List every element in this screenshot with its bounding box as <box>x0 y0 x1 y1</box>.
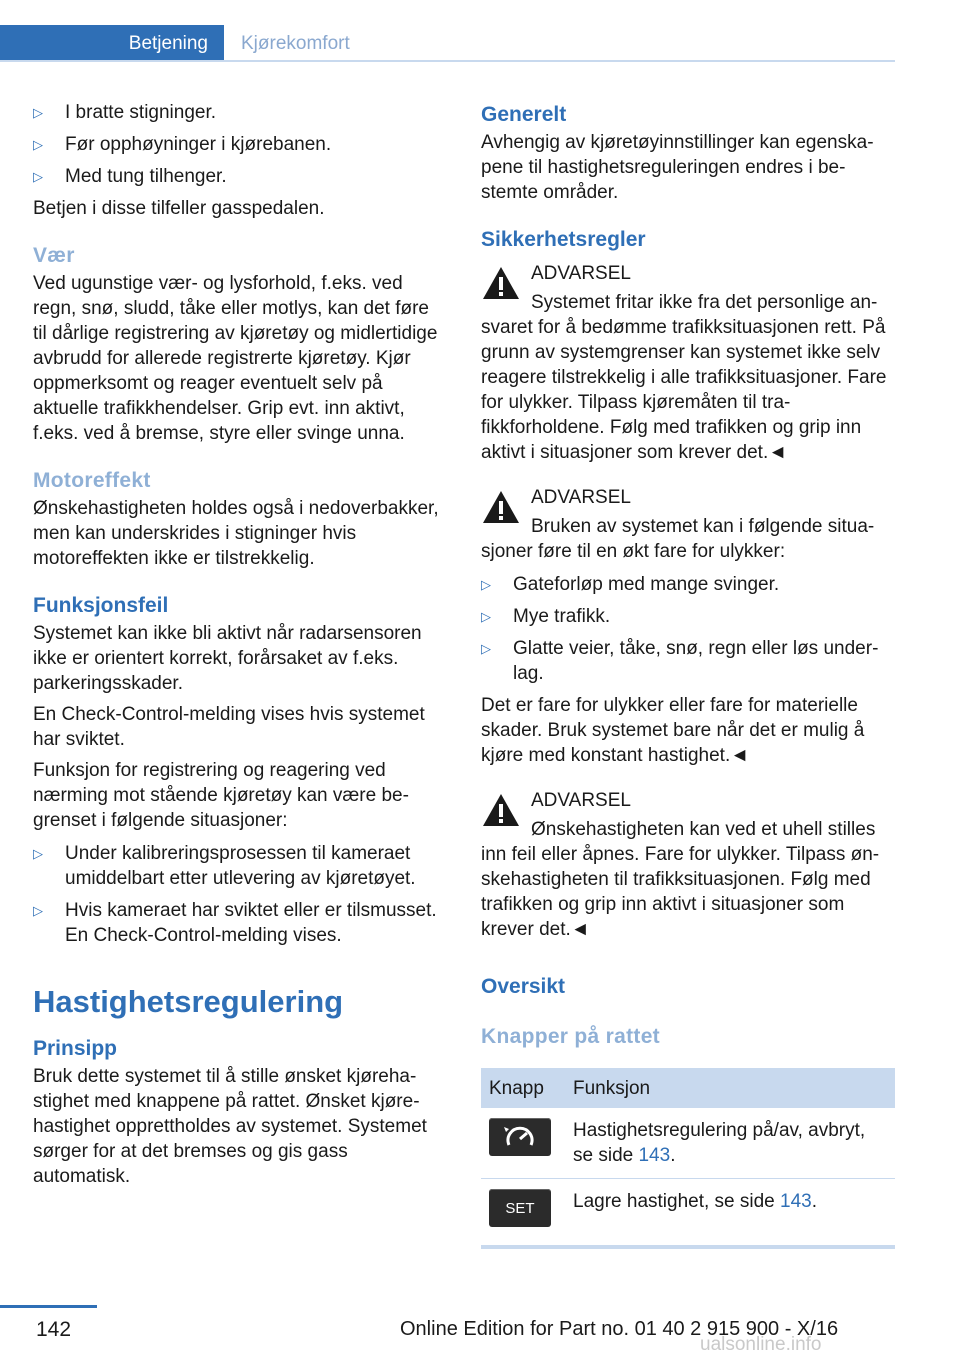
warning-text-3: Ønskehastigheten kan ved et uhell stilles inn feil eller åpnes. Fare for ulykker. Tilpass ønskehastigheten til trafikksituasjonen. Følg med trafikken og grip inn aktivt i situasjoner som krever det.◄ <box>481 819 880 940</box>
page-reference-link[interactable]: 143 <box>780 1191 812 1212</box>
list-item: ▷ Under kalibreringsprosessen til kameraet umiddelbart etter utlevering av kjøretøyet. <box>33 843 416 889</box>
warning-triangle-icon <box>481 265 521 301</box>
section-title: Hastighetsregulering <box>33 984 344 1019</box>
warning-title: ADVARSEL <box>531 487 631 508</box>
tab-betjening[interactable]: Betjening <box>0 25 224 62</box>
column-header-knapp: Knapp <box>481 1068 565 1108</box>
page-header <box>0 0 960 62</box>
speedometer-icon <box>500 1123 540 1151</box>
funksjonsfeil-text-3: Funksjon for registrering og reagering ved nærming mot stående kjøretøy kan være begrenset i følgende situasjoner: <box>33 760 409 831</box>
sikkerhetsregler-heading: Sikkerhetsregler <box>481 228 646 251</box>
right-column <box>481 100 895 1249</box>
triangle-bullet-icon: ▷ <box>33 169 43 184</box>
watermark: ualsonline.info <box>700 1334 822 1355</box>
warning-2-after-text: Det er fare for ulykker eller fare for materielle skader. Bruk systemet bare når det er mulig å kjøre med konstant hastighet.◄ <box>481 695 865 766</box>
warning-block-2 <box>481 485 895 510</box>
prinsipp-text: Bruk dette systemet til å stille ønsket kjørehastighet med knappene på rattet. Ønsket kjørehastighet opprettholdes av systemet. Systemet sørger for at det bremses og gis gass automatisk. <box>33 1066 427 1187</box>
page-number: 142 <box>36 1318 72 1341</box>
triangle-bullet-icon: ▷ <box>481 609 491 624</box>
warning-text-1: Systemet fritar ikke fra det personlige ansvaret for å bedømme trafikksituasjonen rett. På grunn av systemgrenser kan systemet ikke selv reagere tilstrekkelig i alle trafikksituasjoner. Fare for ulykker. Tilpass kjøremåten til trafikkforholdene. Følg med trafikken og grip inn aktivt i situasjoner som krever det.◄ <box>481 292 887 463</box>
generelt-heading: Generelt <box>481 103 567 126</box>
edition-text: Online Edition for Part no. 01 40 2 915 900 - X/16 <box>400 1318 839 1340</box>
table-header-row <box>481 1068 895 1108</box>
generelt-text: Avhengig av kjøretøyinnstillinger kan egenskapene til hastighetsreguleringen endres i bestemte områder. <box>481 132 874 203</box>
table-row: SET Lagre hastighet, se side 143. <box>481 1179 895 1238</box>
warning-2-bullet-list <box>481 572 895 686</box>
prinsipp-heading: Prinsipp <box>33 1037 118 1060</box>
knapper-heading: Knapper på rattet <box>481 1025 660 1048</box>
buttons-table <box>481 1068 895 1237</box>
funksjonsfeil-heading: Funksjonsfeil <box>33 594 169 617</box>
motoreffekt-text: Ønskehastigheten holdes også i nedoverbakker, men kan underskrides i stigninger hvis motoreffekten ikke er tilstrekkelig. <box>33 498 439 569</box>
list-item: ▷ Hvis kameraet har sviktet eller er tilsmusset. En Check-Control-melding vises. <box>33 900 437 946</box>
triangle-bullet-icon: ▷ <box>33 846 43 861</box>
page-reference-link[interactable]: 143 <box>638 1145 671 1166</box>
table-row: Hastighetsregulering på/av, avbryt, se side 143. <box>481 1108 895 1179</box>
triangle-bullet-icon: ▷ <box>481 577 491 592</box>
table-bottom-rule <box>481 1245 895 1249</box>
triangle-bullet-icon: ▷ <box>33 137 43 152</box>
warning-triangle-icon <box>481 792 521 828</box>
triangle-bullet-icon: ▷ <box>33 105 43 120</box>
vaer-heading: Vær <box>33 244 75 267</box>
list-item: ▷ I bratte stigninger. <box>33 102 217 123</box>
set-button-image: SET <box>489 1189 551 1227</box>
list-item: ▷ Gateforløp med mange svinger. <box>481 574 780 595</box>
intro-text: Betjen i disse tilfeller gasspedalen. <box>33 198 325 219</box>
oversikt-heading: Oversikt <box>481 975 566 998</box>
funksjonsfeil-bullet-list <box>33 841 441 948</box>
list-item: ▷ Mye trafikk. <box>481 606 611 627</box>
warning-block-1 <box>481 261 895 286</box>
warning-title: ADVARSEL <box>531 263 631 284</box>
left-column <box>33 100 441 1195</box>
header-divider <box>0 60 895 62</box>
triangle-bullet-icon: ▷ <box>481 641 491 656</box>
triangle-bullet-icon: ▷ <box>33 903 43 918</box>
funksjonsfeil-text-1: Systemet kan ikke bli aktivt når radarsensoren ikke er orientert korrekt, forårsaket av f.eks. parkeringsskader. <box>33 623 422 694</box>
warning-triangle-icon <box>481 489 521 525</box>
list-item: ▷ Med tung tilhenger. <box>33 166 227 187</box>
warning-text-2: Bruken av systemet kan i følgende situasjoner føre til en økt fare for ulykker: <box>481 516 875 562</box>
list-item: ▷ Glatte veier, tåke, snø, regn eller løs underlag. <box>481 638 879 684</box>
footer-divider <box>0 1305 97 1308</box>
list-item: ▷ Før opphøyninger i kjørebanen. <box>33 134 332 155</box>
funksjonsfeil-text-2: En Check-Control-melding vises hvis systemet har sviktet. <box>33 704 425 750</box>
cruise-control-button-image <box>489 1118 551 1156</box>
warning-block-3 <box>481 788 895 813</box>
warning-title: ADVARSEL <box>531 790 631 811</box>
column-header-funksjon: Funksjon <box>565 1068 895 1108</box>
intro-bullet-list <box>33 100 441 189</box>
motoreffekt-heading: Motoreffekt <box>33 469 151 492</box>
tab-kjorekomfort[interactable]: Kjørekomfort <box>241 32 350 54</box>
vaer-text: Ved ugunstige vær- og lysforhold, f.eks. ved regn, snø, sludd, tåke eller motlys, kan det føre til dårlige registrering av kjøretøy og midlertidige avbrudd for allerede registrerte kjøretøy. Kjør oppmerksomt og reager eventuelt selv på aktuelle trafikkhendelser. Grip evt. inn aktivt, f.eks. ved å bremse, styre eller svinge unna. <box>33 273 438 444</box>
